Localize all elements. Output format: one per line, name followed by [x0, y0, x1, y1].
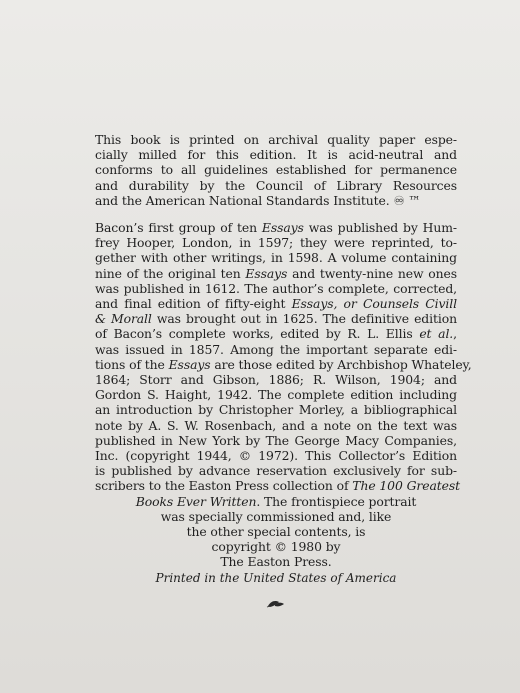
text-line: & Morall was brought out in 1625. The definitive edition: [95, 311, 457, 327]
text-line: Inc. (copyright 1944, © 1972). This Collector’s Edition: [95, 448, 457, 464]
text-line: and the American National Standards Institute. ♾ ™: [95, 192, 421, 208]
text-line: the other special contents, is: [186, 524, 366, 540]
text-line: 1864; Storr and Gibson, 1886; R. Wilson, 1904; and: [95, 372, 457, 388]
text-line: Books Ever Written. The frontispiece portrait: [135, 493, 417, 509]
text-line: gether with other writings, in 1598. A volume containing: [95, 250, 457, 266]
publication-history: [95, 220, 472, 570]
text-line: was published in 1612. The author’s complete, corrected,: [95, 280, 457, 296]
text-line: tions of the Essays are those edited by Archbishop Whateley,: [95, 356, 472, 372]
text-line: is published by advance reservation exclusively for sub-: [95, 463, 457, 479]
text-line: published in New York by The George Macy Companies,: [95, 432, 457, 448]
text-line: frey Hooper, London, in 1597; they were reprinted, to-: [95, 235, 457, 251]
text-line: note by A. S. W. Rosenbach, and a note on the text was: [95, 417, 457, 433]
text-line: Bacon’s first group of ten Essays was published by Hum-: [95, 220, 457, 235]
text-line: cially milled for this edition. It is acid-neutral and: [95, 147, 457, 163]
printed-in-usa: Printed in the United States of America: [155, 571, 397, 585]
text-line: copyright © 1980 by: [211, 539, 341, 555]
text-line: and final edition of fifty-eight Essays, or Counsels Civill: [95, 296, 458, 312]
text-line: This book is printed on archival quality paper espe-: [95, 132, 457, 147]
archival-paper-notice: [95, 132, 457, 208]
text-line: conforms to all guidelines established for permanence: [95, 162, 457, 178]
text-line: and durability by the Council of Library Resources: [95, 177, 457, 193]
text-line: Gordon S. Haight, 1942. The complete edition including: [95, 387, 457, 403]
text-line: an introduction by Christopher Morley, a bibliographical: [95, 402, 457, 418]
text-line: The Easton Press.: [220, 554, 332, 570]
leaf-ornament-icon: [266, 598, 286, 610]
text-line: scribers to the Easton Press collection of The 100 Greatest: [95, 478, 460, 494]
text-line: nine of the original ten Essays and twenty-nine new ones: [95, 265, 457, 281]
text-line: was issued in 1857. Among the important separate edi-: [95, 341, 457, 357]
text-line: was specially commissioned and, like: [160, 508, 392, 524]
text-line: of Bacon’s complete works, edited by R. L. Ellis et al.,: [95, 326, 457, 342]
